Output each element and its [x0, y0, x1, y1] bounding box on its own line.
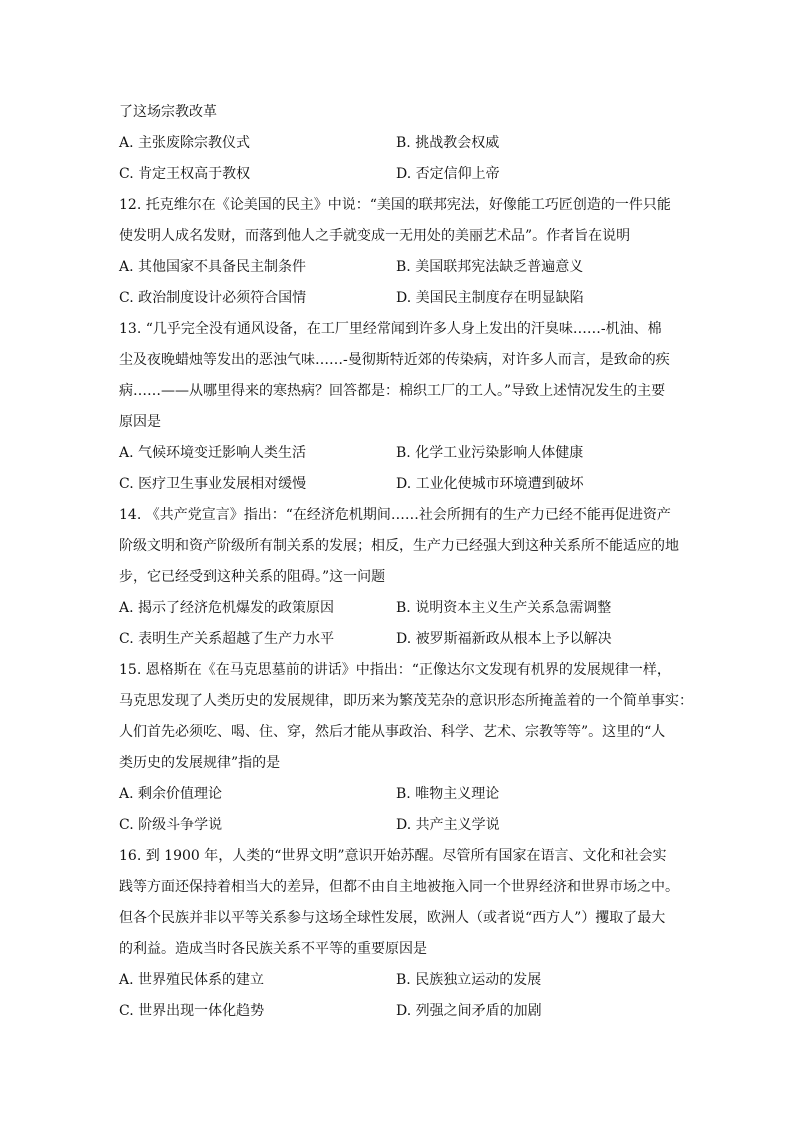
- q13-stem-line: 病……——从哪里得来的寒热病？回答都是：棉织工厂的工人。”导致上述情况发生的主要: [119, 383, 666, 399]
- q12-stem-line: 使发明人成名发财，而落到他人之手就变成一无用处的美丽艺术品”。作者旨在说明: [119, 228, 631, 244]
- q11-option-a[interactable]: A. 主张废除宗教仪式: [119, 135, 251, 151]
- q14-stem-line: 阶级文明和资产阶级所有制关系的发展；相反，生产力已经强大到这种关系所不能适应的地: [119, 538, 679, 554]
- q13-option-b[interactable]: B. 化学工业污染影响人体健康: [396, 445, 584, 461]
- q15-stem-line: 人们首先必须吃、喝、住、穿，然后才能从事政治、科学、艺术、宗教等等”。这里的“人: [119, 724, 666, 740]
- q13-option-c[interactable]: C. 医疗卫生事业发展相对缓慢: [119, 476, 307, 492]
- q13-options-row-2: [119, 469, 679, 500]
- q15-options-row-2: [119, 810, 679, 841]
- q15-stem-line: 15. 恩格斯在《在马克思墓前的讲话》中指出：“正像达尔文发现有机界的发展规律一样，: [119, 662, 671, 678]
- q12-stem-line: 12. 托克维尔在《论美国的民主》中说：“美国的联邦宪法，好像能工巧匠创造的一件只能: [119, 197, 671, 213]
- q16-stem-line: 但各个民族并非以平等关系参与这场全球性发展，欧洲人（或者说“西方人”）攫取了最大: [119, 910, 666, 926]
- q16-options-row-1: [119, 965, 679, 996]
- q15-option-a[interactable]: A. 剩余价值理论: [119, 786, 223, 802]
- q12-options-row-2: [119, 283, 679, 314]
- q14-option-d[interactable]: D. 被罗斯福新政从根本上予以解决: [396, 631, 612, 647]
- q14-options-row-2: [119, 624, 679, 655]
- q14-stem-line: 14. 《共产党宣言》指出：“在经济危机期间……社会所拥有的生产力已经不能再促进资产: [119, 507, 671, 523]
- q15-option-b[interactable]: B. 唯物主义理论: [396, 786, 500, 802]
- q12-option-a[interactable]: A. 其他国家不具备民主制条件: [119, 259, 307, 275]
- q11-option-c[interactable]: C. 肯定王权高于教权: [119, 166, 251, 182]
- q16-option-d[interactable]: D. 列强之间矛盾的加剧: [396, 1003, 542, 1019]
- q13-option-a[interactable]: A. 气候环境变迁影响人类生活: [119, 445, 307, 461]
- q14-option-c[interactable]: C. 表明生产关系超越了生产力水平: [119, 631, 335, 647]
- q16-option-c[interactable]: C. 世界出现一体化趋势: [119, 1003, 265, 1019]
- q13-stem-line: 13. “几乎完全没有通风设备，在工厂里经常闻到许多人身上发出的汗臭味……-机油、棉: [119, 321, 662, 337]
- q15-stem-line: 类历史的发展规律”指的是: [119, 755, 281, 771]
- q11-option-d[interactable]: D. 否定信仰上帝: [396, 166, 500, 182]
- q14-option-b[interactable]: B. 说明资本主义生产关系急需调整: [396, 600, 612, 616]
- q16-stem-line: 的利益。造成当时各民族关系不平等的重要原因是: [119, 941, 427, 957]
- q14-options-row-1: [119, 593, 679, 624]
- q16-options-row-2: [119, 996, 679, 1027]
- q11-stem-tail: 了这场宗教改革: [119, 104, 217, 120]
- q15-stem-line: 马克思发现了人类历史的发展规律，即历来为繁茂芜杂的意识形态所掩盖着的一个简单事实：: [119, 693, 693, 709]
- q12-option-b[interactable]: B. 美国联邦宪法缺乏普遍意义: [396, 259, 584, 275]
- q13-options-row-1: [119, 438, 679, 469]
- q14-stem-line: 步，它已经受到这种关系的阻碍。”这一问题: [119, 569, 386, 585]
- q15-option-d[interactable]: D. 共产主义学说: [396, 817, 500, 833]
- q11-option-b[interactable]: B. 挑战教会权威: [396, 135, 500, 151]
- q11-options-row-1: [119, 128, 679, 159]
- q12-options-row-1: [119, 252, 679, 283]
- q16-option-b[interactable]: B. 民族独立运动的发展: [396, 972, 542, 988]
- q16-option-a[interactable]: A. 世界殖民体系的建立: [119, 972, 265, 988]
- q14-option-a[interactable]: A. 揭示了经济危机爆发的政策原因: [119, 600, 335, 616]
- q13-option-d[interactable]: D. 工业化使城市环境遭到破坏: [396, 476, 584, 492]
- q11-options-row-2: [119, 159, 679, 190]
- q12-option-c[interactable]: C. 政治制度设计必须符合国情: [119, 290, 307, 306]
- q13-stem-line: 原因是: [119, 414, 161, 430]
- q16-stem-line: 践等方面还保持着相当大的差异，但都不由自主地被拖入同一个世界经济和世界市场之中。: [119, 879, 679, 895]
- q15-option-c[interactable]: C. 阶级斗争学说: [119, 817, 223, 833]
- q12-option-d[interactable]: D. 美国民主制度存在明显缺陷: [396, 290, 584, 306]
- question-list: [119, 97, 693, 1027]
- q13-stem-line: 尘及夜晚蜡烛等发出的恶浊气味……-曼彻斯特近郊的传染病，对许多人而言，是致命的疾: [119, 352, 670, 368]
- q15-options-row-1: [119, 779, 679, 810]
- q16-stem-line: 16. 到 1900 年，人类的“世界文明”意识开始苏醒。尽管所有国家在语言、文化和社会实: [119, 848, 667, 864]
